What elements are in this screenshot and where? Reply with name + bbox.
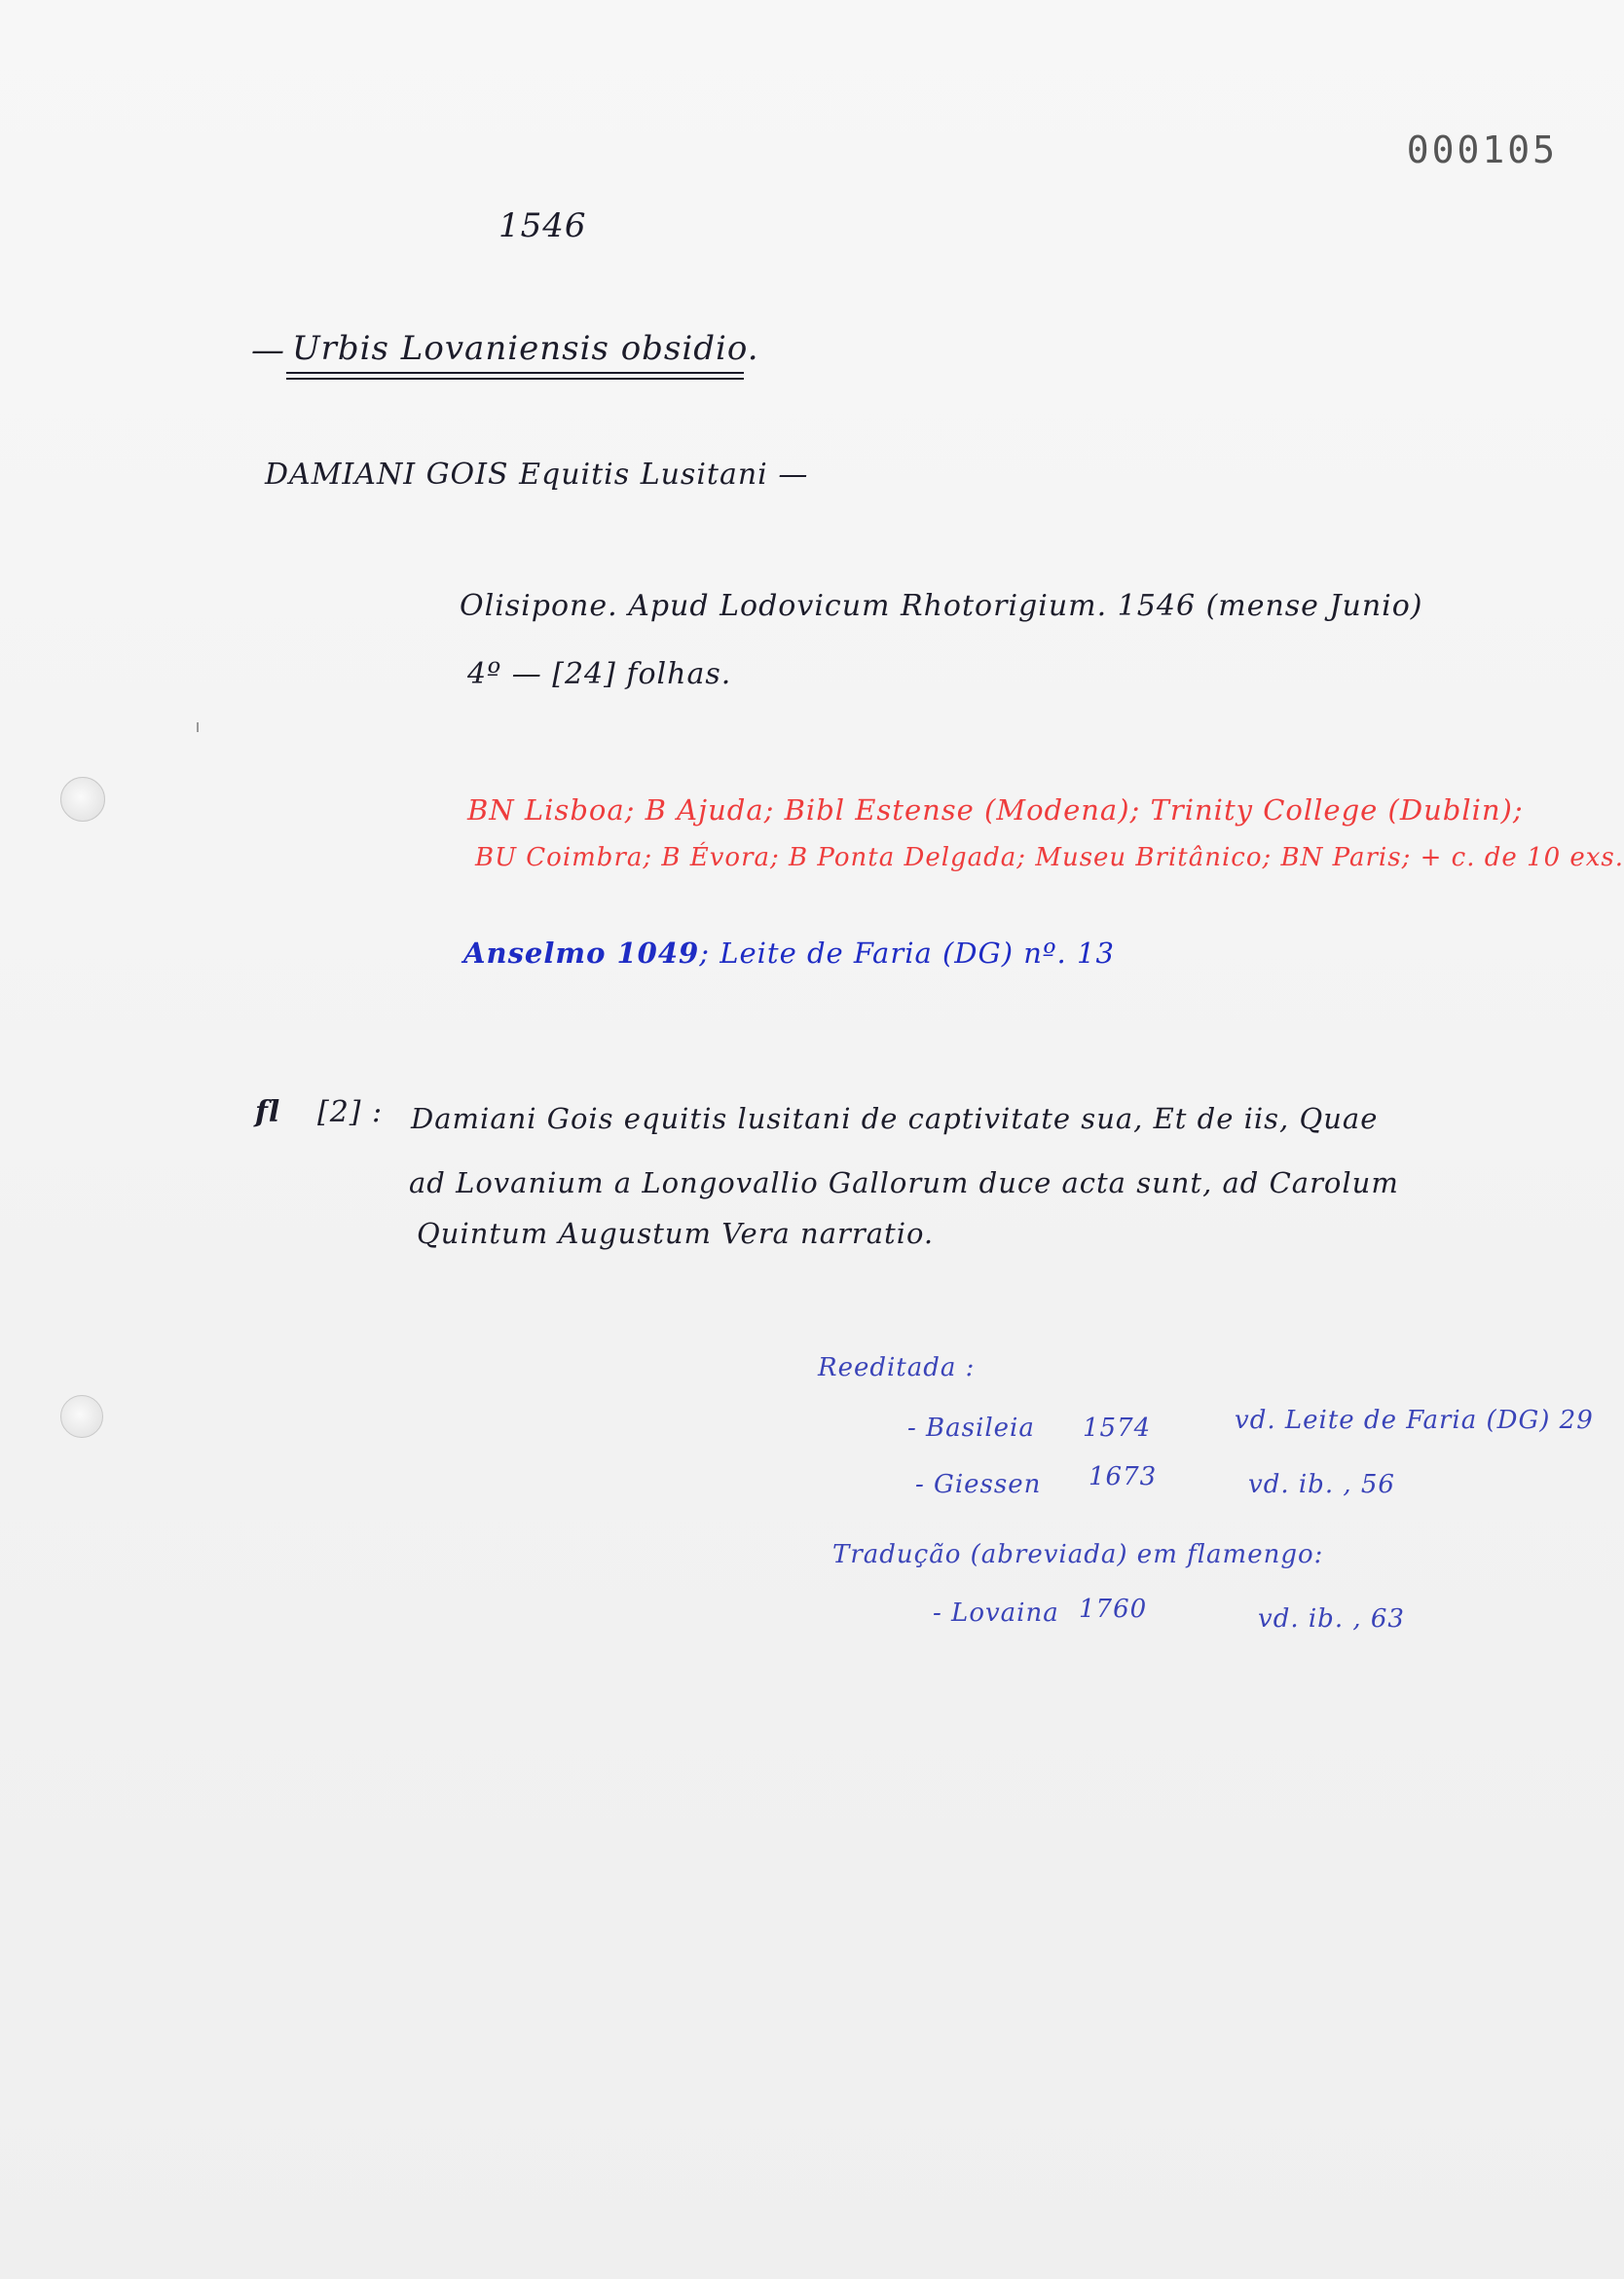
reedition-reference: vd. ib. , 56 [1248,1470,1395,1499]
format-line: 4º — [24] folhas. [467,657,732,691]
work-title: Urbis Lovaniensis obsidio. [292,329,759,368]
anselmo-reference: Anselmo 1049 [463,937,700,970]
reedition-reference: vd. Leite de Faria (DG) 29 [1235,1406,1594,1435]
folio-text-line-3: Quintum Augustum Vera narratio. [417,1217,935,1250]
translation-place: - Lovaina [933,1599,1059,1628]
folio-label: fl [255,1095,281,1129]
translation-year: 1760 [1079,1595,1148,1624]
punch-hole-upper [60,777,105,822]
reedition-year: 1673 [1089,1462,1158,1491]
imprint-line: Olisipone. Apud Lodovicum Rhotorigium. 1546 (mense Junio) [460,589,1423,623]
references-line [463,937,1115,970]
page-number-stamp: 000105 [1406,129,1558,171]
translation-heading: Tradução (abreviada) em flamengo: [832,1540,1324,1569]
paper-speck [197,722,199,732]
folio-reference: [2] : [317,1095,384,1129]
leite-de-faria-reference: Leite de Faria (DG) nº. 13 [720,937,1115,970]
title-dash: — [251,331,285,370]
translation-reference: vd. ib. , 63 [1258,1604,1405,1634]
reedition-year: 1574 [1083,1414,1152,1443]
punch-hole-lower [60,1395,103,1438]
title-underline [286,372,744,374]
folio-text-line-1: Damiani Gois equitis lusitani de captivitate sua, Et de iis, Quae [411,1102,1379,1135]
reedition-place: - Giessen [915,1470,1042,1499]
holdings-line-1: BN Lisboa; B Ajuda; Bibl Estense (Modena); Trinity College (Dublin); [467,793,1524,827]
holdings-line-2: BU Coimbra; B Évora; B Ponta Delgada; Museu Britânico; BN Paris; + c. de 10 exs. [475,843,1624,872]
publication-year: 1546 [498,206,587,245]
folio-text-line-2: ad Lovanium a Longovallio Gallorum duce acta sunt, ad Carolum [409,1166,1399,1199]
reference-separator: ; [699,937,710,970]
author-line: DAMIANI GOIS Equitis Lusitani — [265,458,809,492]
reeditions-heading: Reeditada : [818,1353,976,1382]
reedition-place: - Basileia [907,1414,1035,1443]
title-underline-second [286,378,744,380]
